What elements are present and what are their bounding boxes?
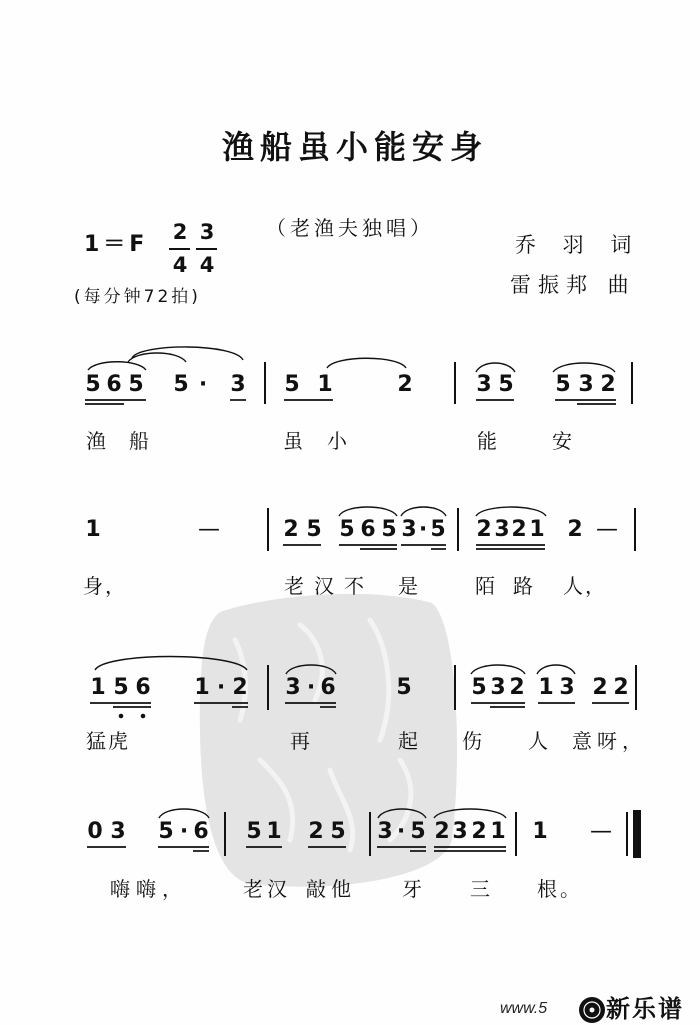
note-digit: 5 <box>113 675 129 700</box>
lyric: 人 <box>528 729 548 753</box>
note-digit: 1 <box>90 675 106 700</box>
lyric: 敲他 <box>306 877 356 901</box>
lyric: 老汉 <box>243 877 291 901</box>
notation-row-2 <box>0 518 700 544</box>
augmentation-dot: · <box>198 372 208 397</box>
lyric: 虽 <box>283 429 303 453</box>
note-digit: 1 <box>532 819 548 844</box>
note-digit: 1 <box>194 675 210 700</box>
time-signature-top: 2 <box>172 220 188 244</box>
lyric: 伤 <box>462 729 482 753</box>
note-digit: 5 <box>471 675 487 700</box>
note-digit: 5 <box>498 372 514 397</box>
note-digit: 2 <box>613 675 629 700</box>
note-digit: 2 <box>476 517 492 542</box>
note-digit: 5 <box>128 372 144 397</box>
note-digit: 6 <box>360 517 376 542</box>
augmentation-dot: · <box>418 517 428 542</box>
note-digit: 5 <box>173 372 189 397</box>
note-digit: 2 <box>308 819 324 844</box>
lyric: 根。 <box>537 877 583 901</box>
tempo-marking: (每分钟72拍) <box>74 287 201 307</box>
note-digit: 5 <box>555 372 571 397</box>
key-signature: 1＝F <box>84 232 149 257</box>
lyric: 牙 <box>402 877 422 901</box>
augmentation-dot: · <box>179 819 189 844</box>
lyrics-row-4 <box>0 878 700 902</box>
note-digit: 2 <box>600 372 616 397</box>
lyric: 路 <box>513 574 533 598</box>
lyric: 意呀， <box>572 729 647 753</box>
notation-row-3 <box>0 676 700 702</box>
note-digit: 5 <box>330 819 346 844</box>
note-digit: 6 <box>193 819 209 844</box>
note-digit: 3 <box>230 372 246 397</box>
note-digit: 6 <box>106 372 122 397</box>
note-digit: 1 <box>529 517 545 542</box>
lyrics-row-3 <box>0 730 700 754</box>
lyric: 起 <box>398 729 418 753</box>
rest-digit: 0 <box>87 819 103 844</box>
time-signature-bottom: 4 <box>199 253 215 277</box>
augmentation-dot: · <box>396 819 406 844</box>
augmentation-dot: · <box>216 675 226 700</box>
composer-credit: 雷振邦 曲 <box>510 273 636 297</box>
sustain-dash: — <box>596 517 618 542</box>
note-digit: 5 <box>85 372 101 397</box>
note-digit: 5 <box>246 819 262 844</box>
vinyl-center <box>590 1008 595 1013</box>
note-digit: 3 <box>476 372 492 397</box>
lyric: 陌 <box>475 574 495 598</box>
note-digit: 3 <box>377 819 393 844</box>
lyric: 能 <box>477 429 497 453</box>
lyric: 猛虎 <box>86 729 130 753</box>
note-digit: 5 <box>396 675 412 700</box>
vinyl-logo-icon <box>578 996 606 1024</box>
sustain-dash: — <box>198 517 220 542</box>
lyricist-credit: 乔 羽 词 <box>515 233 642 257</box>
note-digit: 2 <box>567 517 583 542</box>
note-digit: 2 <box>592 675 608 700</box>
lyric: 船 <box>129 429 149 453</box>
sustain-dash: — <box>590 819 612 844</box>
time-signature-line <box>196 248 217 250</box>
note-digit: 3 <box>559 675 575 700</box>
song-title: 渔船虽小能安身 <box>222 128 489 166</box>
note-digit: 2 <box>232 675 248 700</box>
lyric: 人， <box>563 574 607 598</box>
note-digit: 3 <box>452 819 468 844</box>
note-digit: 5 <box>381 517 397 542</box>
note-digit: 5 <box>306 517 322 542</box>
note-digit: 1 <box>538 675 554 700</box>
note-digit: 5 <box>410 819 426 844</box>
augmentation-dot: · <box>306 675 316 700</box>
note-digit: 6 <box>135 675 151 700</box>
note-digit: 3 <box>285 675 301 700</box>
note-digit: 1 <box>266 819 282 844</box>
note-digit: 2 <box>471 819 487 844</box>
lyrics-row-1 <box>0 430 700 454</box>
note-digit: 3 <box>578 372 594 397</box>
note-digit: 2 <box>434 819 450 844</box>
performer-note: （老渔夫独唱） <box>266 216 434 240</box>
lyric: 三 <box>470 877 490 901</box>
note-digit: 5 <box>339 517 355 542</box>
note-digit: 1 <box>317 372 333 397</box>
time-signature-line <box>169 248 190 250</box>
lyric: 渔 <box>86 429 106 453</box>
note-digit: 3 <box>490 675 506 700</box>
note-digit: 5 <box>284 372 300 397</box>
lyric: 小 <box>327 429 347 453</box>
note-digit: 1 <box>85 517 101 542</box>
notation-row-1 <box>0 373 700 399</box>
time-signature-top: 3 <box>199 220 215 244</box>
time-signature-bottom: 4 <box>172 253 188 277</box>
note-digit: 6 <box>320 675 336 700</box>
note-digit: 5 <box>158 819 174 844</box>
lyric: 老汉不 <box>284 574 374 598</box>
note-digit: 2 <box>283 517 299 542</box>
note-digit: 3 <box>110 819 126 844</box>
note-digit: 3 <box>401 517 417 542</box>
lyric: 安 <box>552 429 572 453</box>
note-digit: 2 <box>397 372 413 397</box>
lyric: 是 <box>398 574 418 598</box>
notation-row-4 <box>0 820 700 846</box>
note-digit: 3 <box>494 517 510 542</box>
lyric: 嗨嗨， <box>110 877 188 901</box>
lyrics-row-2 <box>0 575 700 599</box>
note-digit: 1 <box>490 819 506 844</box>
note-digit: 5 <box>430 517 446 542</box>
lyric: 身， <box>83 574 127 598</box>
note-digit: 2 <box>511 517 527 542</box>
brand-logo-text: 新乐谱 <box>606 995 684 1023</box>
site-url: www.5 <box>500 1000 548 1017</box>
note-digit: 2 <box>509 675 525 700</box>
lyric: 再 <box>290 729 310 753</box>
